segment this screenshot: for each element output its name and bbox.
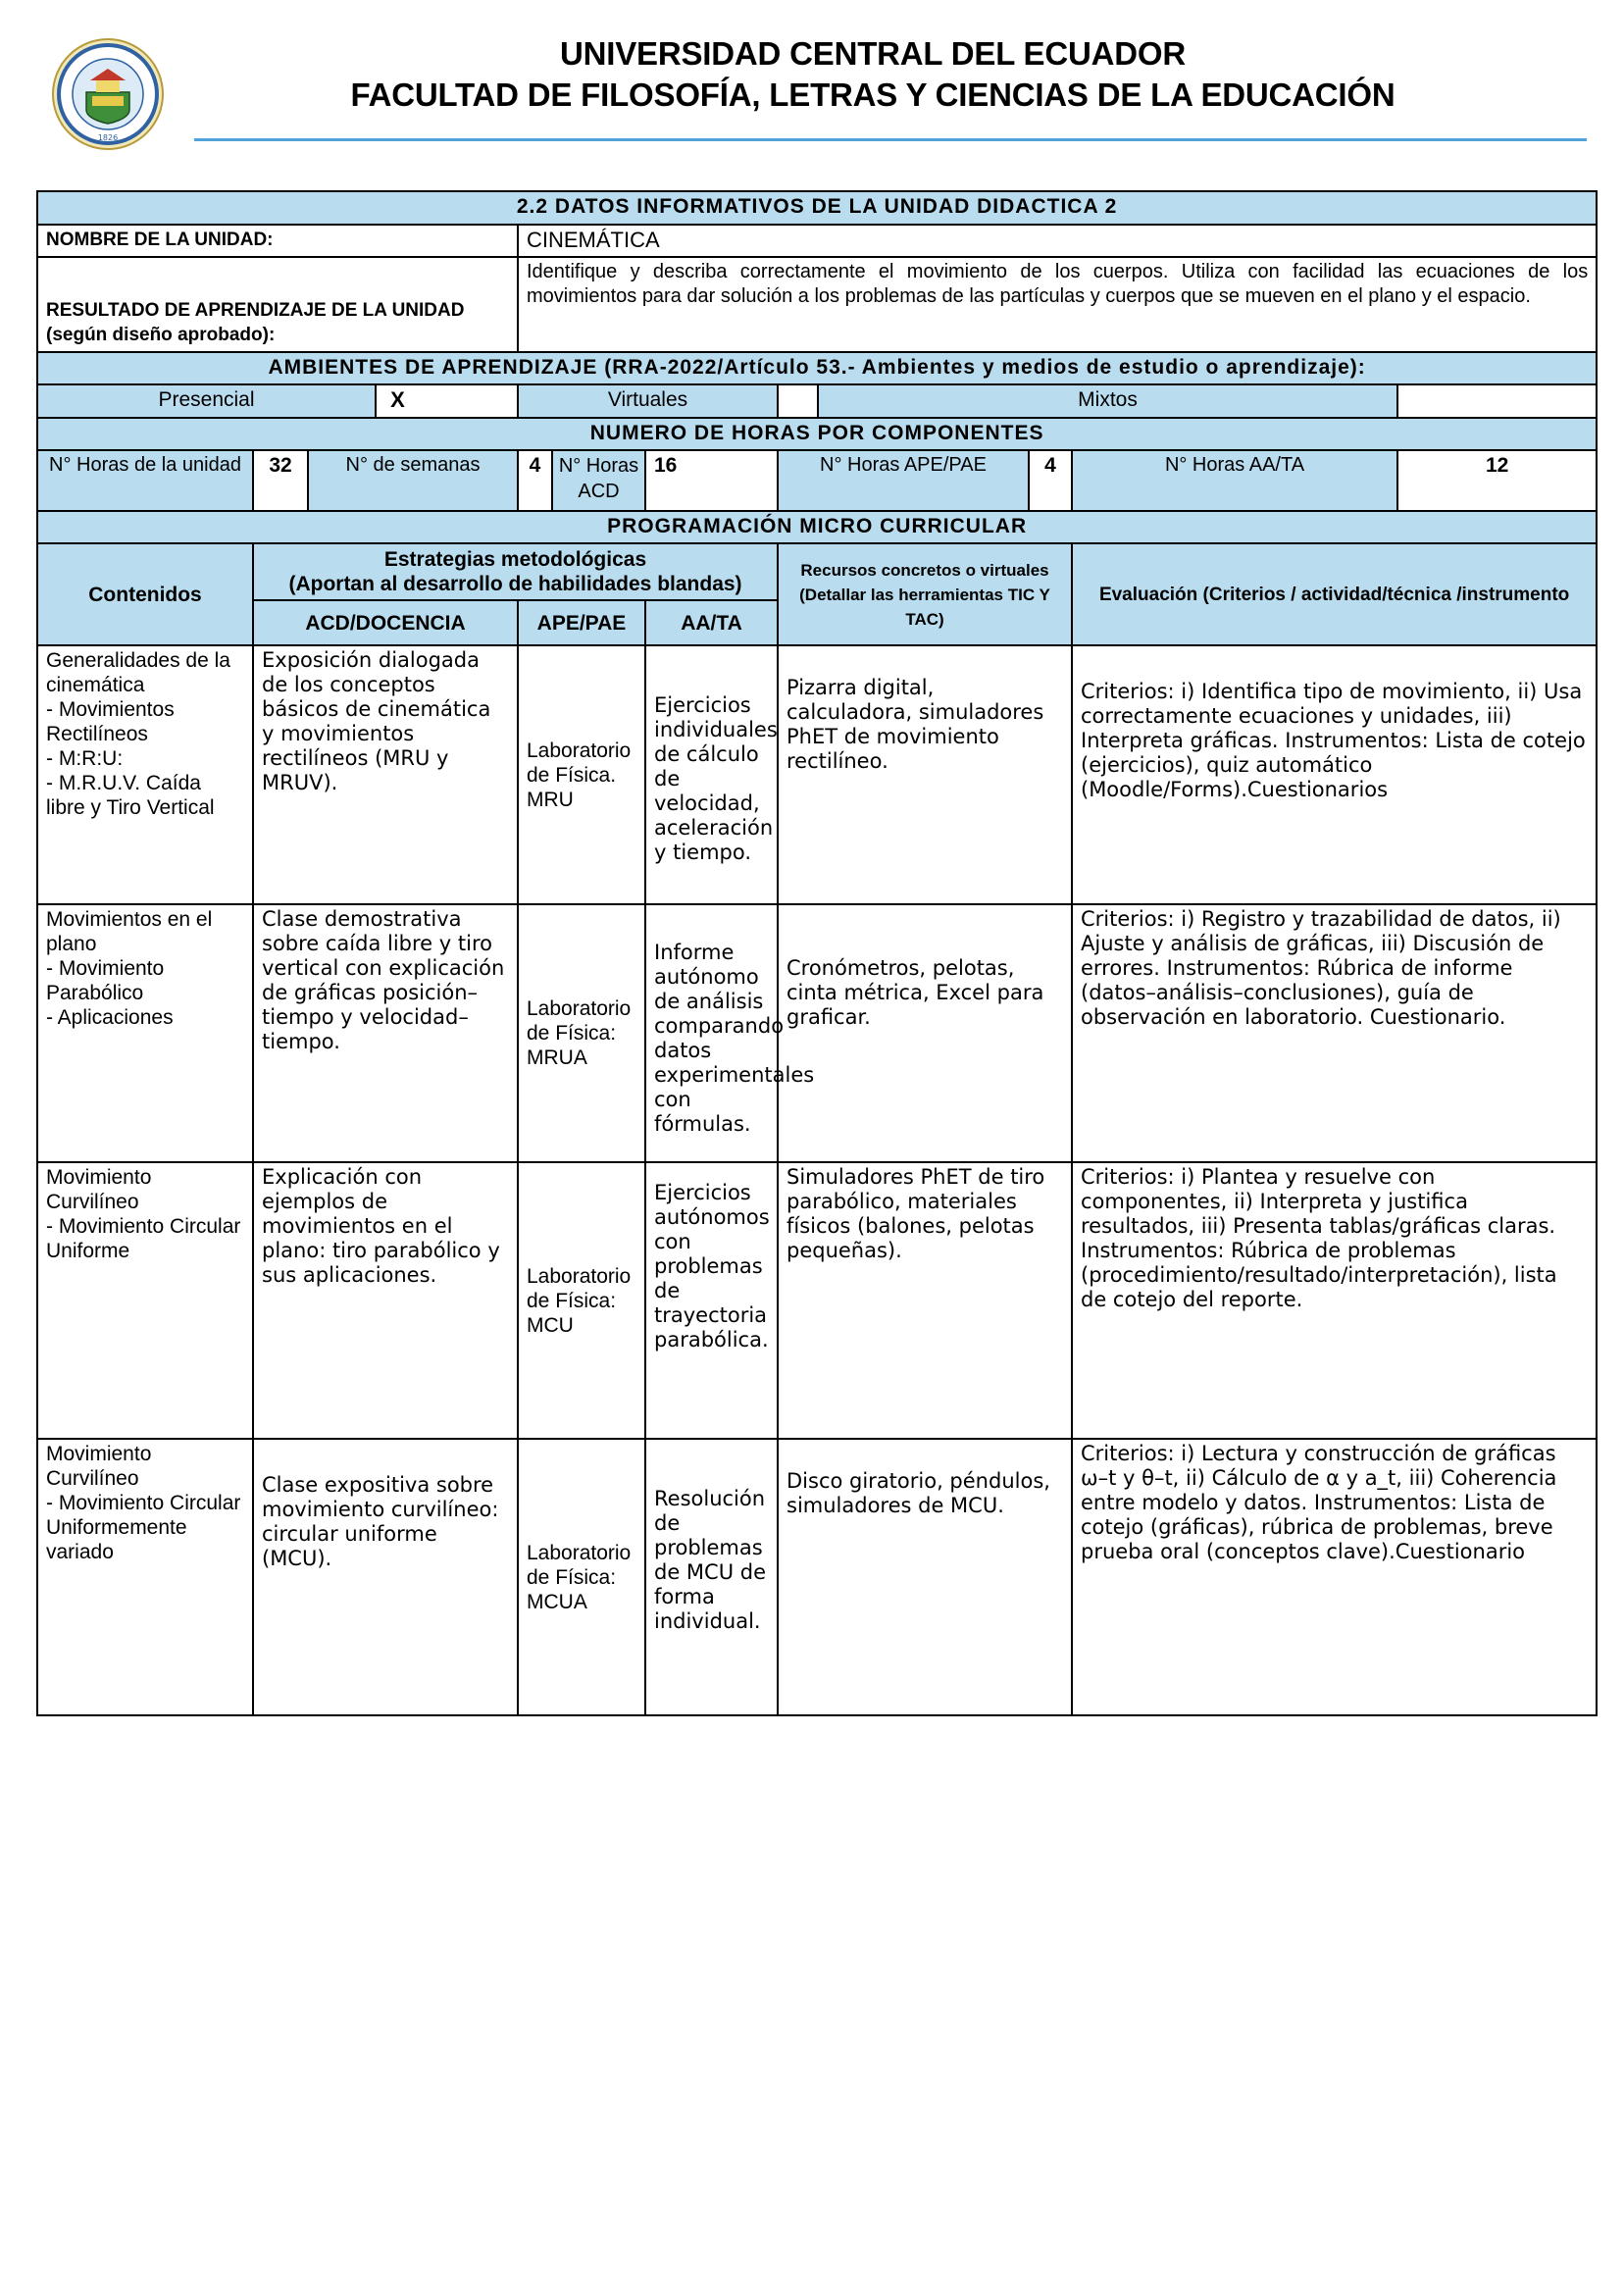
resources-cell: Simuladores PhET de tiro parabólico, materiales físicos (balones, pelotas pequeñas). xyxy=(778,1162,1072,1439)
document-header xyxy=(0,0,1624,157)
environments-title-row xyxy=(37,352,1597,384)
content-line: - M:R:U: xyxy=(46,747,124,770)
col-contents: Contenidos xyxy=(37,543,253,645)
micro-title: PROGRAMACIÓN MICRO CURRICULAR xyxy=(37,511,1597,543)
aa-cell: Resolución de problemas de MCU de forma individual. xyxy=(645,1439,778,1715)
col-resources-cell xyxy=(778,543,1072,645)
ape-hours-value: 4 xyxy=(1029,450,1072,511)
unit-name-row xyxy=(37,225,1597,257)
content-line: - Movimientos Rectilíneos xyxy=(46,698,175,745)
ape-cell: Laboratorio de Física: MCUA xyxy=(518,1439,645,1715)
aa-hours-value: 12 xyxy=(1397,450,1597,511)
contents-cell xyxy=(37,1439,253,1715)
header-divider xyxy=(194,138,1587,141)
col-strategies-cell xyxy=(253,543,778,600)
aa-hours-label: N° Horas AA/TA xyxy=(1072,450,1397,511)
university-title: UNIVERSIDAD CENTRAL DEL ECUADOR xyxy=(560,35,1186,72)
content-line: Movimientos en el plano xyxy=(46,908,213,955)
content-line: - Movimiento Parabólico xyxy=(46,957,165,1004)
environments-title: AMBIENTES DE APRENDIZAJE (RRA-2022/Artículo 53.- Ambientes y medios de estudio o aprendizaje): xyxy=(37,352,1597,384)
mixtos-label: Mixtos xyxy=(818,384,1397,418)
evaluation-cell: Criterios: i) Registro y trazabilidad de datos, ii) Ajuste y análisis de gráficas, iii) Discusión de errores. Instrumentos: Rúbrica de informe (datos–análisis–conclusiones), guía de observación en laboratorio. Cuestionario. xyxy=(1072,904,1597,1162)
table-row xyxy=(37,1162,1597,1439)
evaluation-cell: Criterios: i) Plantea y resuelve con componentes, ii) Interpreta y justifica resultados, iii) Presenta tablas/gráficas claras. Instrumentos: Rúbrica de problemas (procedimiento/resultado/interpretación), lista de cotejo del reporte. xyxy=(1072,1162,1597,1439)
acd-cell: Clase demostrativa sobre caída libre y tiro vertical con explicación de gráficas posición–tiempo y velocidad–tiempo. xyxy=(253,904,518,1162)
virtuales-label: Virtuales xyxy=(518,384,778,418)
col-evaluation: Evaluación (Criterios / actividad/técnica /instrumento xyxy=(1072,543,1597,645)
mixtos-mark xyxy=(1397,384,1597,418)
evaluation-cell: Criterios: i) Lectura y construcción de gráficas ω–t y θ–t, ii) Cálculo de α y a_t, iii) Coherencia entre modelo y datos. Instrumentos: Lista de cotejo (gráficas), rúbrica de problemas, breve prueba oral (conceptos clave).Cuestionario xyxy=(1072,1439,1597,1715)
aa-cell: Informe autónomo de análisis comparando datos experimentales con fórmulas. xyxy=(645,904,778,1162)
learning-outcome-sublabel: (según diseño aprobado): xyxy=(46,325,276,345)
environments-row xyxy=(37,384,1597,418)
col-resources-sub: (Detallar las herramientas TIC Y TAC) xyxy=(799,585,1050,629)
seal-year: 1826 xyxy=(97,133,119,142)
acd-hours-value: 16 xyxy=(645,450,778,511)
content-line: Movimiento Curvilíneo xyxy=(46,1443,152,1490)
table-row xyxy=(37,904,1597,1162)
unit-info-title: 2.2 DATOS INFORMATIVOS DE LA UNIDAD DIDACTICA 2 xyxy=(37,191,1597,225)
acd-cell: Clase expositiva sobre movimiento curvilíneo: circular uniforme (MCU). xyxy=(253,1439,518,1715)
content-line: Generalidades de la cinemática xyxy=(46,649,230,696)
virtuales-mark xyxy=(778,384,818,418)
unit-name-value: CINEMÁTICA xyxy=(518,225,1597,257)
unit-hours-value: 32 xyxy=(253,450,308,511)
acd-cell: Exposición dialogada de los conceptos básicos de cinemática y movimientos rectilíneos (MRU y MRUV). xyxy=(253,645,518,904)
hours-title-row xyxy=(37,418,1597,450)
faculty-title: FACULTAD DE FILOSOFÍA, LETRAS Y CIENCIAS DE LA EDUCACIÓN xyxy=(350,76,1396,113)
col-acd: ACD/DOCENCIA xyxy=(253,600,518,645)
contents-cell xyxy=(37,904,253,1162)
acd-hours-label: N° Horas ACD xyxy=(552,450,645,511)
ape-cell: Laboratorio de Física: MCU xyxy=(518,1162,645,1439)
ape-cell: Laboratorio de Física: MRUA xyxy=(518,904,645,1162)
content-line: - Movimiento Circular Uniformemente variado xyxy=(46,1492,241,1563)
learning-outcome-label: RESULTADO DE APRENDIZAJE DE LA UNIDAD xyxy=(46,300,465,321)
col-ape: APE/PAE xyxy=(518,600,645,645)
content-line: Movimiento Curvilíneo xyxy=(46,1166,152,1213)
col-aa: AA/TA xyxy=(645,600,778,645)
unit-info-title-row xyxy=(37,191,1597,225)
col-strategies: Estrategias metodológicas xyxy=(383,548,647,571)
resources-cell: Pizarra digital, calculadora, simuladores PhET de movimiento rectilíneo. xyxy=(778,645,1072,904)
evaluation-cell: Criterios: i) Identifica tipo de movimiento, ii) Usa correctamente ecuaciones y unidades, iii) Interpreta gráficas. Instrumentos: Lista de cotejo (ejercicios), quiz automático (Moodle/Forms).Cuestionarios xyxy=(1072,645,1597,904)
unit-plan-table xyxy=(36,190,1598,1716)
unit-hours-label: N° Horas de la unidad xyxy=(37,450,253,511)
table-row xyxy=(37,645,1597,904)
contents-cell xyxy=(37,645,253,904)
acd-cell: Explicación con ejemplos de movimientos en el plano: tiro parabólico y sus aplicaciones. xyxy=(253,1162,518,1439)
micro-header-row-1 xyxy=(37,543,1597,600)
col-strategies-sub: (Aportan al desarrollo de habilidades blandas) xyxy=(288,573,742,595)
university-seal-icon xyxy=(51,37,165,151)
resources-cell: Cronómetros, pelotas, cinta métrica, Excel para graficar. xyxy=(778,904,1072,1162)
header-titles xyxy=(235,33,1510,116)
content-line: - Aplicaciones xyxy=(46,1006,174,1029)
col-resources: Recursos concretos o virtuales xyxy=(800,560,1049,580)
resources-cell: Disco giratorio, péndulos, simuladores de MCU. xyxy=(778,1439,1072,1715)
weeks-label: N° de semanas xyxy=(308,450,518,511)
ape-cell: Laboratorio de Física. MRU xyxy=(518,645,645,904)
learning-outcome-label-cell xyxy=(37,257,518,352)
learning-outcome-row xyxy=(37,257,1597,352)
weeks-value: 4 xyxy=(518,450,552,511)
aa-cell: Ejercicios individuales de cálculo de velocidad, aceleración y tiempo. xyxy=(645,645,778,904)
unit-name-label: NOMBRE DE LA UNIDAD: xyxy=(37,225,518,257)
presencial-label: Presencial xyxy=(37,384,376,418)
ape-hours-label: N° Horas APE/PAE xyxy=(778,450,1029,511)
learning-outcome-value: Identifique y describa correctamente el movimiento de los cuerpos. Utiliza con facilidad las ecuaciones de los movimientos para dar solución a los problemas de las partículas y cuerpos que se mueven en el plano y el espacio. xyxy=(518,257,1597,352)
hours-title: NUMERO DE HORAS POR COMPONENTES xyxy=(37,418,1597,450)
micro-title-row xyxy=(37,511,1597,543)
content-line: - Movimiento Circular Uniforme xyxy=(46,1215,241,1262)
content-line: - M.R.U.V. Caída libre y Tiro Vertical xyxy=(46,772,215,819)
presencial-mark: X xyxy=(376,384,518,418)
hours-row xyxy=(37,450,1597,511)
aa-cell: Ejercicios autónomos con problemas de trayectoria parabólica. xyxy=(645,1162,778,1439)
contents-cell xyxy=(37,1162,253,1439)
table-row xyxy=(37,1439,1597,1715)
